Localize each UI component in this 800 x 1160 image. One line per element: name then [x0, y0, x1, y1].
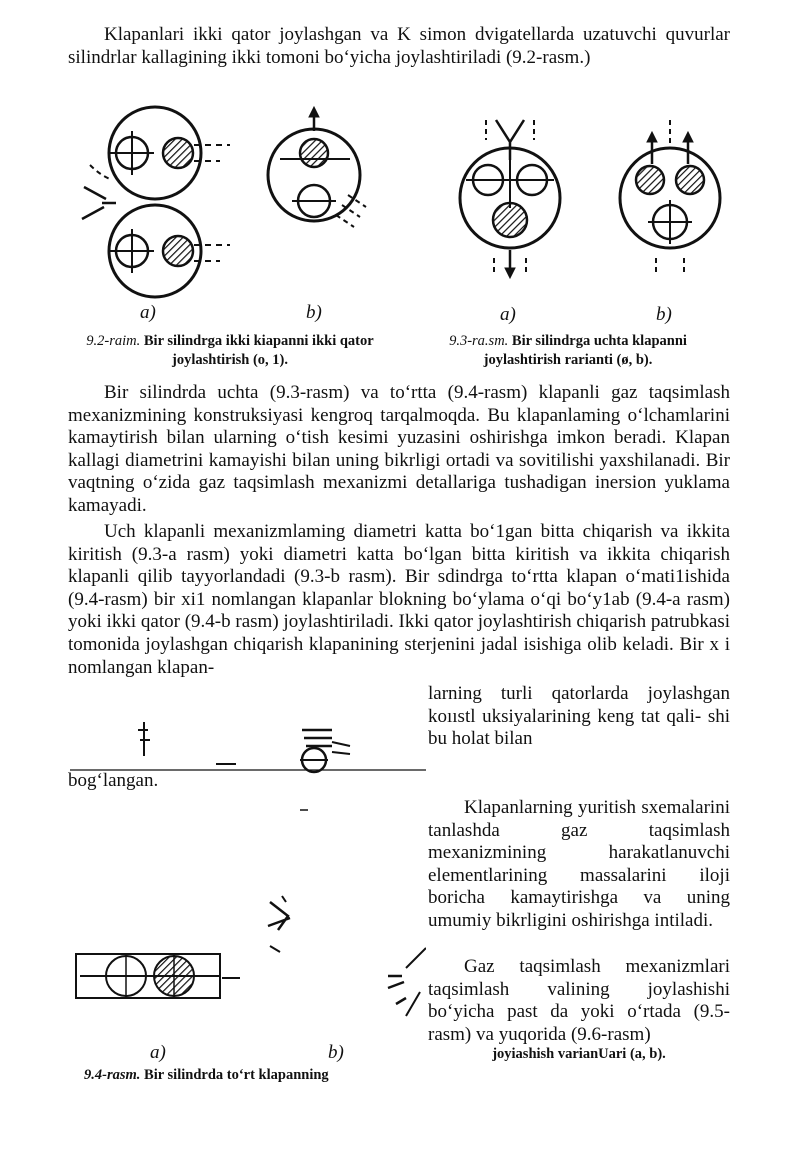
figure-9-4-caption — [84, 1066, 404, 1085]
figure-9-4-label-b: b) — [328, 1042, 344, 1063]
figure-9-2-diagram — [70, 95, 410, 325]
figure-9-4-label-a: a) — [150, 1042, 166, 1063]
figure-9-3-caption-text: Bir silindrga uchta klapanni joylashtirish rarianti (ø, b). — [483, 333, 687, 368]
paragraph-camshaft-location: Gaz taqsimlash mexanizmlari taqsimlash valining joylashishi bo‘yicha past da yoki o‘rtada (9.5-rasm) va yuqorida (9.6-rasm) — [428, 956, 730, 1045]
figure-9-3-caption — [418, 332, 718, 370]
figure-9-4-diagram — [70, 716, 426, 1026]
figure-9-5-caption: joyiashish varianUari (a, b). — [492, 1046, 666, 1062]
figure-9-3-diagram — [430, 100, 750, 300]
paragraph-three-four-valves: Bir silindrda uchta (9.3-rasm) va to‘rtta (9.4-rasm) klapanli gaz taqsimlash mexanizmining konstruksiyasi kengroq tarqalmoqda. Bu klapanlaming o‘lchamlarini kamaytirish bilan ularning o‘tish kesimi yuzasini oshirishga imkon beradi. Klapan kallagi diametrini kamayishi bilan uning bikrligi ortadi va sovitilishi yaxshilanadi. Bir vaqtning o‘zida gaz taqsimlash mexanizmi detallariga tushadigan inersion yuklama kamayadi. — [68, 382, 730, 516]
paragraph-valve-arrangement-continued: larning turli qatorlarda joylashgan koııstl uksiyalarining keng tat qali- shi bu holat bilan — [428, 683, 730, 750]
figure-9-2-caption — [80, 332, 380, 370]
paragraph-drive-scheme: Klapanlarning yuritish sxemalarini tanlashda gaz taqsimlash mexanizmining harakatlanuvchi elementlarining massalarini iloji boricha kamaytirishga va uning umumiy bikrligini oshirishga intiladi. — [428, 797, 730, 931]
figure-9-2-label-b: b) — [306, 302, 322, 323]
figure-9-3-label-a: a) — [500, 304, 516, 325]
figure-9-2-caption-number: 9.2-raim. — [86, 333, 141, 349]
figure-9-4-caption-number: 9.4-rasm. — [84, 1067, 141, 1083]
figure-9-3-label-b: b) — [656, 304, 672, 325]
figure-9-4-caption-text: Bir silindrda to‘rt klapanning — [144, 1067, 329, 1083]
figure-9-2-label-a: a) — [140, 302, 156, 323]
figure-9-2-caption-text: Bir silindrga ikki kiapanni ikki qator joylashtirish (o, 1). — [143, 333, 374, 368]
paragraph-valve-arrangement: Uch klapanli mexanizmlaming diametri katta bo‘1gan bitta chiqarish va ikkita kiritish (9.3-a rasm) yoki diametri katta bo‘lgan bitta kiritish va ikkita chiqarish klapanli qilib tayyorlandadi (9.3-b rasm). Bir sdindrga to‘rtta klapan o‘mati1ishida (9.4-rasm) bir xi1 nomlangan klapanlar blokning bo‘ylama o‘qi bo‘y1ab (9.4-a rasm) yoki ikki qator (9.4-b rasm) joylashtiriladi. Ikki qator joylashtirish chiqarish patrubkasi tomonida joylashgan chiqarish klapanining sterjenini jadal isishiga olib keladi. Bir x i nomlangan klapan- — [68, 521, 730, 678]
paragraph-valve-arrangement-end: bog‘langan. — [68, 770, 159, 791]
figure-9-3-caption-number: 9.3-ra.sm. — [449, 333, 509, 349]
paragraph-intro: Klapanlari ikki qator joylashgan va K simon dvigatellarda uzatuvchi quvurlar silindrlar kallagining ikki tomoni bo‘yicha joylashtiriladi (9.2-rasm.) — [68, 24, 730, 68]
